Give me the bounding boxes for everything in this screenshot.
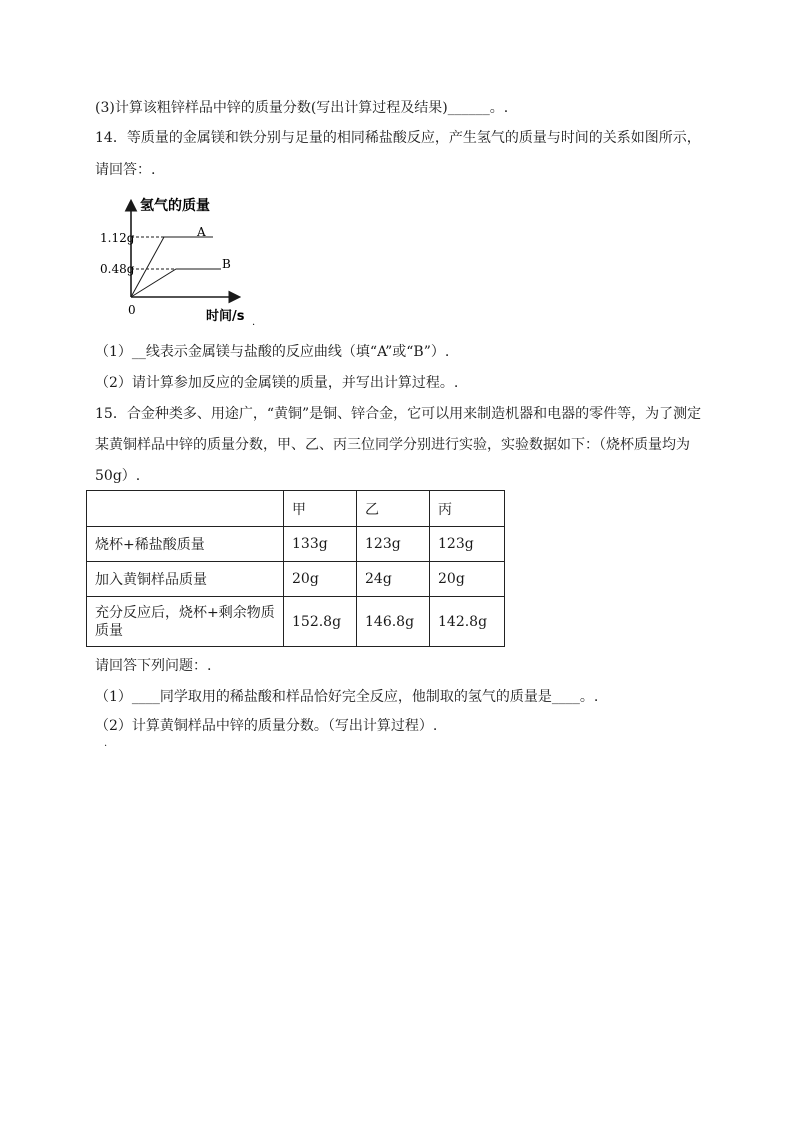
q15-stem-line3: 50g）. [95,468,141,484]
graph-trailing-mark: . [252,317,256,328]
table-cell: 152.8g [284,597,357,647]
table-cell: 146.8g [357,597,430,647]
table-cell: 123g [357,527,430,562]
q15-stem-line2: 某黄铜样品中锌的质量分数，甲、乙、丙三位同学分别进行实验，实验数据如下：（烧杯质量均为 [95,437,690,453]
curve-a [131,237,213,297]
table-row-label: 烧杯+稀盐酸质量 [87,527,284,562]
origin-label: 0 [128,303,136,317]
end-mark: . [104,738,108,749]
table-cell: 24g [357,562,430,597]
q15-sub2: （2）计算黄铜样品中锌的质量分数。（写出计算过程）. [95,718,438,734]
experiment-data-table [86,490,505,647]
table-cell: 133g [284,527,357,562]
hydrogen-mass-graph [98,192,268,332]
table-header-cell [87,491,284,527]
table-cell: 142.8g [430,597,505,647]
table-row-label: 充分反应后，烧杯+剩余物质质量 [87,597,284,647]
table-row [87,527,505,562]
table-header-cell: 丙 [430,491,505,527]
table-row-label: 加入黄铜样品质量 [87,562,284,597]
q14-sub2: （2）请计算参加反应的金属镁的质量，并写出计算过程。. [95,375,459,391]
table-row [87,562,505,597]
tick-label-1-12g: 1.12g [100,231,135,245]
curve-b-label: B [222,257,231,271]
table-cell: 123g [430,527,505,562]
q15-prompt: 请回答下列问题：. [95,658,212,674]
table-cell: 20g [430,562,505,597]
y-axis-label: 氢气的质量 [140,198,210,214]
q14-stem-line1: 14．等质量的金属镁和铁分别与足量的相同稀盐酸反应，产生氢气的质量与时间的关系如图所示， [95,130,701,146]
tick-label-0-48g: 0.48g [100,262,135,276]
table-cell: 20g [284,562,357,597]
x-axis-label: 时间/s [206,309,245,324]
table-header-cell: 甲 [284,491,357,527]
table-row [87,597,505,647]
curve-a-label: A [197,225,206,239]
q13-part3: (3)计算该粗锌样品中锌的质量分数(写出计算过程及结果)______。. [95,100,509,116]
q15-stem-line1: 15．合金种类多、用途广，“黄铜”是铜、锌合金，它可以用来制造机器和电器的零件等，为了测定 [95,406,702,422]
table-header-cell: 乙 [357,491,430,527]
q14-stem-line2: 请回答：. [95,162,156,178]
q14-sub1: （1）__线表示金属镁与盐酸的反应曲线（填“A”或“B”）. [95,344,450,360]
table-header-row [87,491,505,527]
q15-sub1: （1）____同学取用的稀盐酸和样品恰好完全反应，他制取的氢气的质量是____。. [95,689,599,705]
